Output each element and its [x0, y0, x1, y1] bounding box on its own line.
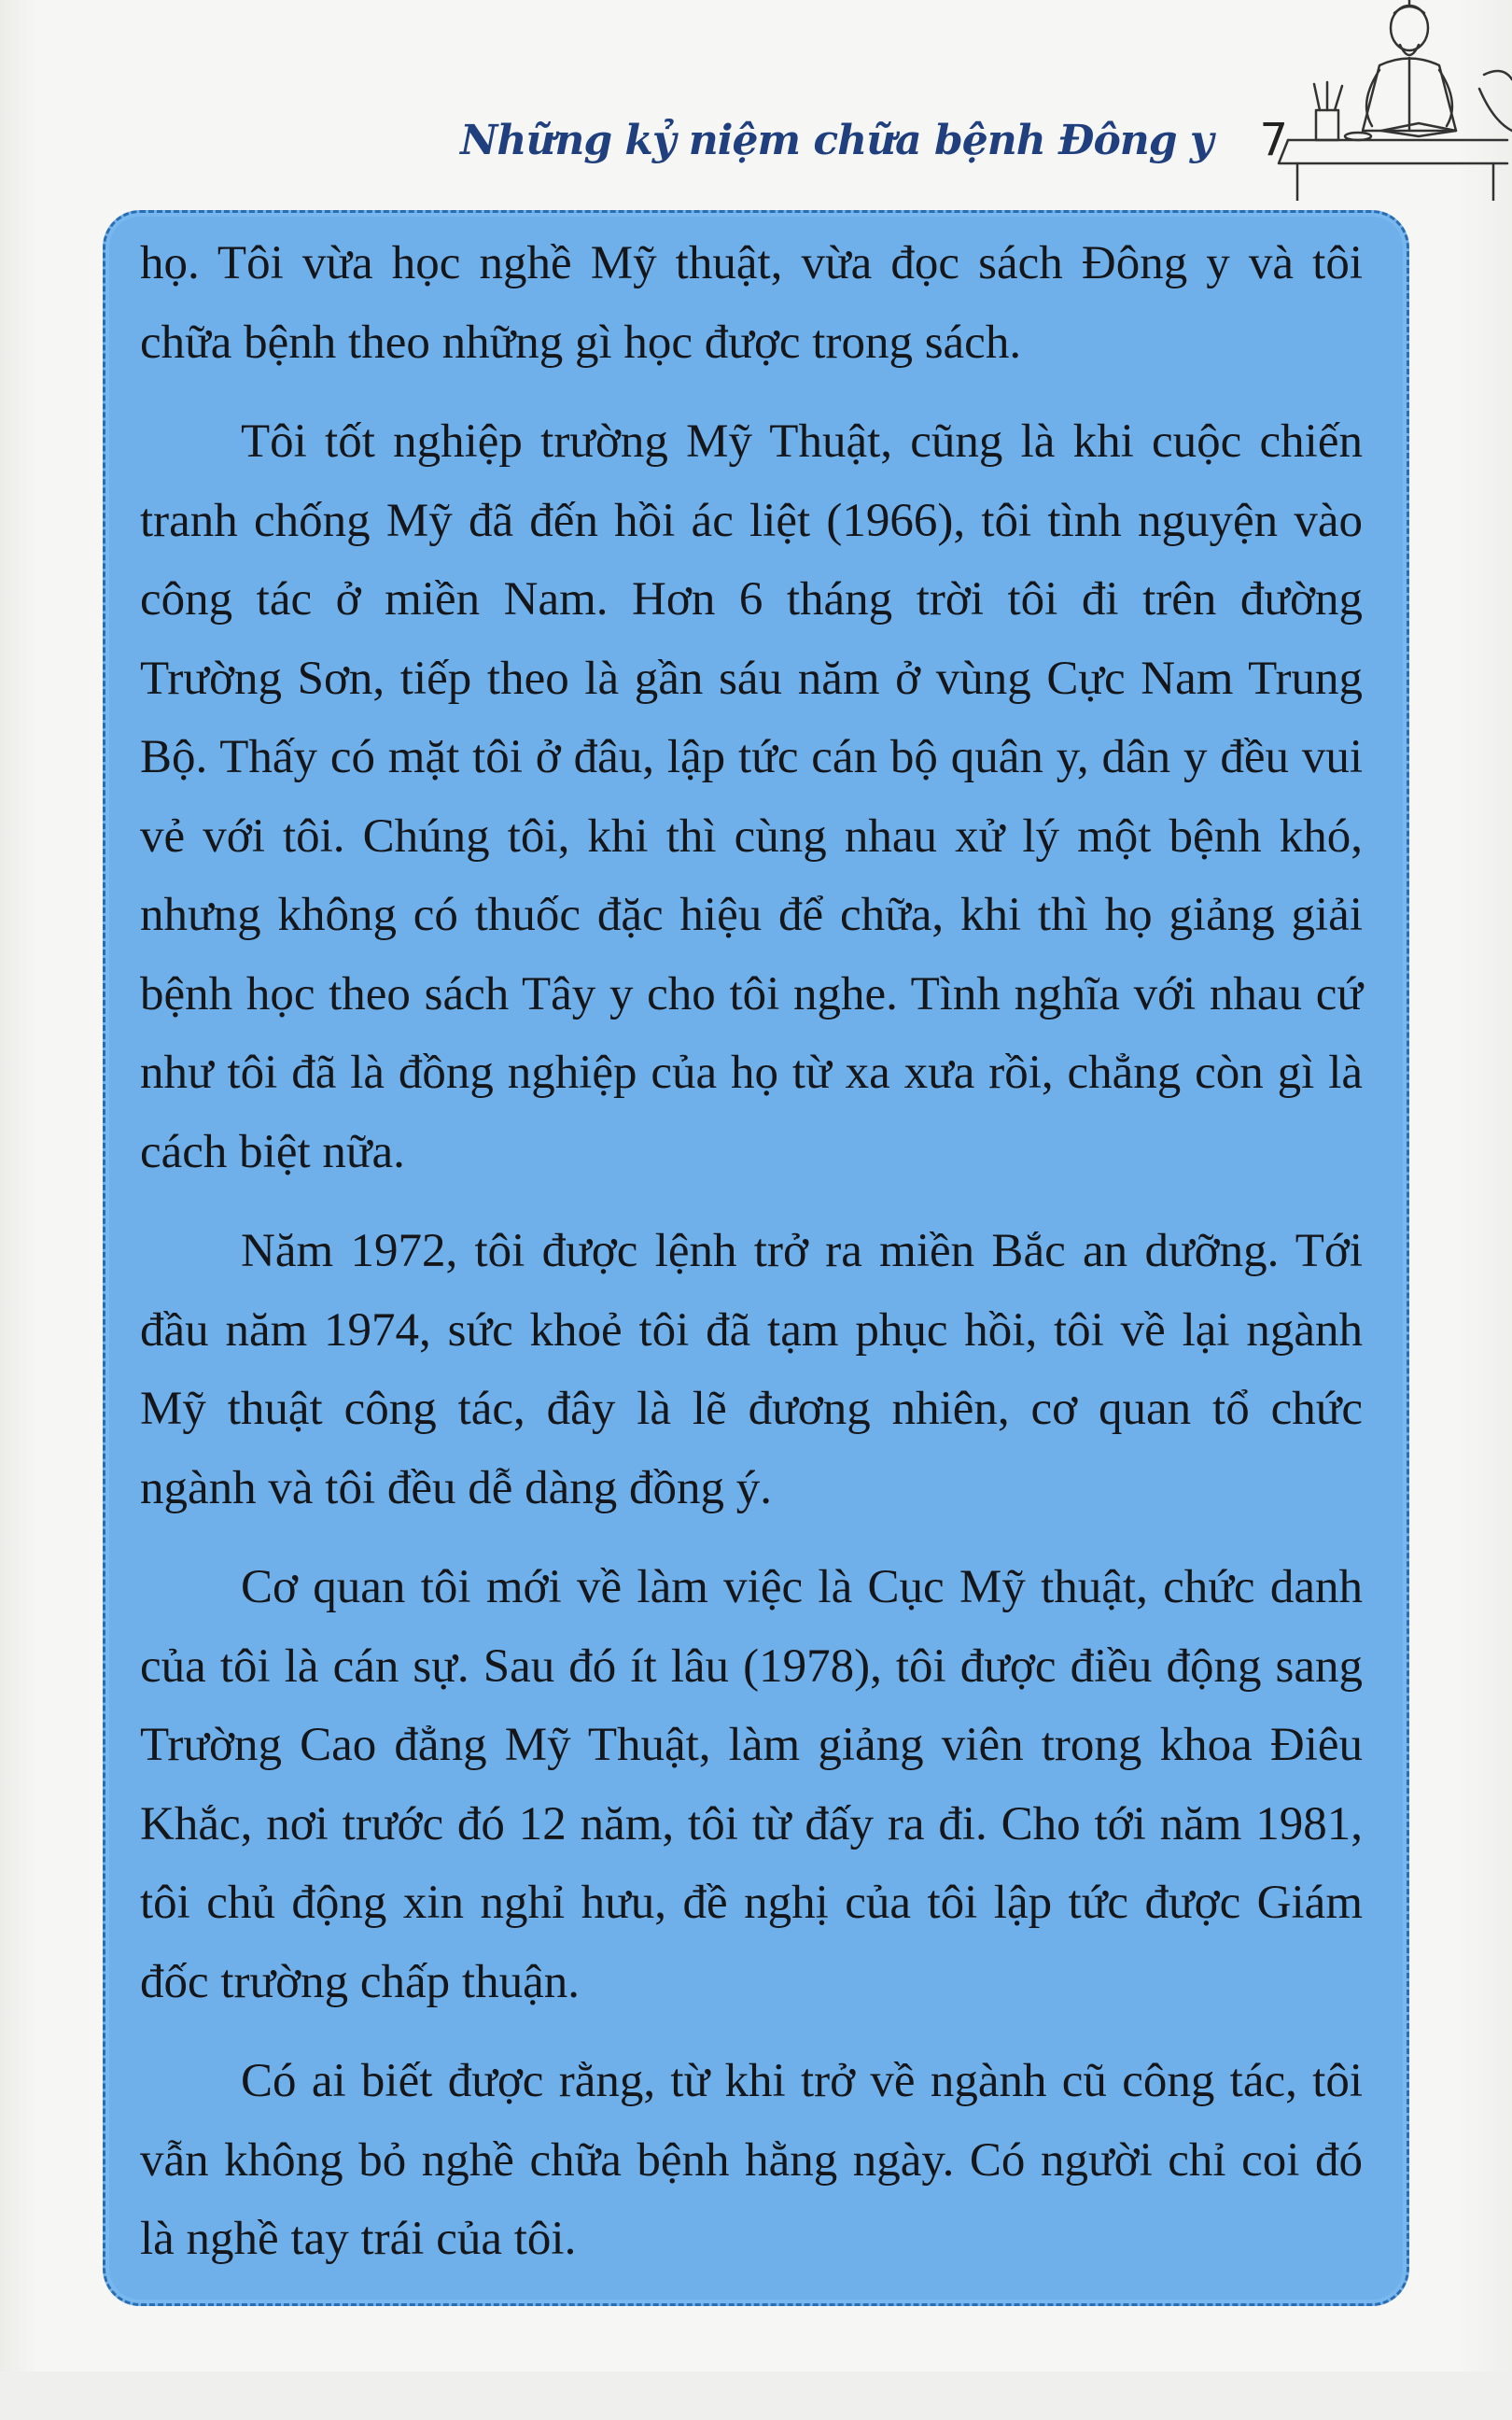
paragraph: Năm 1972, tôi được lệnh trở ra miền Bắc an dưỡng. Tới đầu năm 1974, sức khoẻ tôi đã tạm phục hồi, tôi về lại ngành Mỹ thuật công tác, đây là lẽ đương nhiên, cơ quan tổ chức ngành và tôi đều dễ dàng đồng ý.	[140, 1225, 1363, 1514]
paragraph: Có ai biết được rằng, từ khi trở về ngành cũ công tác, tôi vẫn không bỏ nghề chữa bệnh hằng ngày. Có người chỉ coi đó là nghề tay trái của tôi.	[140, 2055, 1363, 2265]
paragraph: Cơ quan tôi mới về làm việc là Cục Mỹ thuật, chức danh của tôi là cán sự. Sau đó ít lâu (1978), tôi được điều động sang Trường Cao đẳng Mỹ Thuật, làm giảng viên trong khoa Điêu Khắc, nơi trước đó 12 năm, tôi từ đấy ra đi. Cho tới năm 1981, tôi chủ động xin nghỉ hưu, đề nghị của tôi lập tức được Giám đốc trường chấp thuận.	[140, 1561, 1363, 2008]
body-text	[140, 224, 1363, 2300]
running-title: Những kỷ niệm chữa bệnh Đông y	[460, 116, 1213, 164]
paragraph: Tôi tốt nghiệp trường Mỹ Thuật, cũng là khi cuộc chiến tranh chống Mỹ đã đến hồi ác liệt (1966), tôi tình nguyện vào công tác ở miền Nam. Hơn 6 tháng trời tôi đi trên đường Trường Sơn, tiếp theo là gần sáu năm ở vùng Cực Nam Trung Bộ. Thấy có mặt tôi ở đâu, lập tức cán bộ quân y, dân y đều vui vẻ với tôi. Chúng tôi, khi thì cùng nhau xử lý một bệnh khó, nhưng không có thuốc đặc hiệu để chữa, khi thì họ giảng giải bệnh học theo sách Tây y cho tôi nghe. Tình nghĩa với nhau cứ như tôi đã là đồng nghiệp của họ từ xa xưa rồi, chẳng còn gì là cách biệt nữa.	[140, 415, 1363, 1178]
page-number: 7	[1259, 114, 1288, 166]
page-header	[460, 107, 1288, 173]
scholar-reading-illustration	[1269, 0, 1512, 201]
paragraph: họ. Tôi vừa học nghề Mỹ thuật, vừa đọc sách Đông y và tôi chữa bệnh theo những gì học được trong sách.	[140, 237, 1363, 369]
page-bottom-margin	[0, 2371, 1512, 2420]
